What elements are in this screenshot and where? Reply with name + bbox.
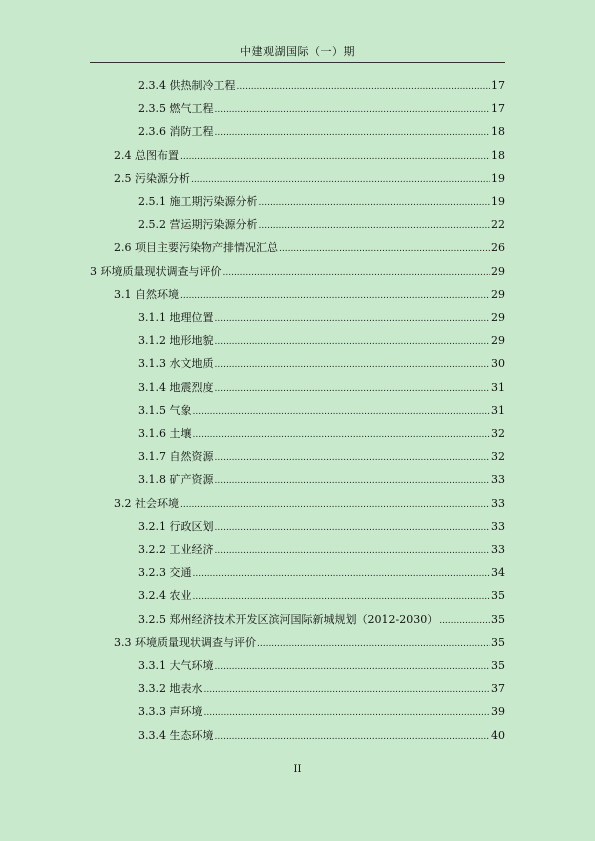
toc-entry-page: 32	[491, 427, 505, 440]
toc-entry-title: 3.2.1 行政区划	[138, 519, 214, 533]
toc-entry-title: 3.3.1 大气环境	[138, 659, 214, 672]
toc-dot-leader	[279, 244, 490, 254]
toc-entry-page: 17	[491, 79, 505, 92]
toc-dot-leader	[215, 314, 491, 324]
toc-dot-leader	[191, 175, 490, 185]
toc-entry[interactable]	[138, 193, 505, 209]
toc-entry-page: 39	[491, 705, 505, 719]
toc-dot-leader	[215, 476, 491, 486]
toc-entry-page: 19	[491, 171, 505, 185]
toc-entry[interactable]	[138, 100, 505, 116]
toc-dot-leader	[259, 221, 491, 231]
toc-entry-page: 17	[491, 102, 505, 116]
toc-entry[interactable]	[90, 263, 505, 279]
toc-dot-leader	[215, 105, 491, 115]
toc-entry-page: 34	[491, 566, 505, 580]
toc-entry[interactable]	[138, 727, 505, 743]
page-number: II	[293, 764, 302, 775]
toc-dot-leader	[215, 453, 491, 463]
toc-entry-title: 3.1.4 地震烈度	[138, 380, 214, 394]
toc-entry-title: 2.5 污染源分析	[114, 171, 190, 185]
toc-entry[interactable]	[138, 123, 505, 139]
toc-entry-title: 3.3 环境质量现状调查与评价	[114, 635, 256, 649]
toc-dot-leader	[193, 430, 491, 440]
toc-entry-title: 3.2 社会环境	[114, 496, 179, 510]
toc-entry-page: 31	[491, 380, 505, 394]
toc-entry-page: 29	[491, 311, 505, 324]
toc-entry[interactable]	[114, 147, 505, 163]
toc-entry[interactable]	[138, 703, 505, 719]
toc-entry-title: 2.5.1 施工期污染源分析	[138, 195, 258, 208]
toc-entry[interactable]	[114, 286, 505, 302]
toc-entry-title: 2.5.2 营运期污染源分析	[138, 218, 258, 232]
toc-entry-title: 3.1.3 水文地质	[138, 357, 214, 371]
toc-entry[interactable]	[138, 448, 505, 464]
toc-dot-leader	[257, 639, 490, 649]
toc-entry-title: 2.3.4 供热制冷工程	[138, 79, 236, 92]
toc-dot-leader	[193, 592, 491, 602]
toc-entry-page: 35	[491, 612, 505, 626]
toc-entry-page: 33	[491, 473, 505, 487]
toc-entry-title: 3.1.6 土壤	[138, 427, 192, 440]
toc-entry[interactable]	[114, 170, 505, 186]
toc-dot-leader	[215, 732, 491, 742]
toc-entry-page: 22	[491, 218, 505, 232]
toc-dot-leader	[223, 268, 491, 278]
toc-entry-page: 33	[491, 496, 505, 510]
toc-entry-title: 3.2.5 郑州经济技术开发区滨河国际新城规划（2012-2030）	[138, 612, 439, 626]
toc-entry-page: 33	[491, 519, 505, 533]
toc-entry-page: 29	[491, 334, 505, 348]
toc-dot-leader	[215, 128, 491, 138]
toc-dot-leader	[180, 291, 490, 301]
toc-entry[interactable]	[138, 611, 505, 627]
toc-entry-page: 19	[491, 195, 505, 208]
toc-entry-title: 3.2.3 交通	[138, 566, 192, 580]
toc-entry-title: 3.3.3 声环境	[138, 705, 203, 719]
toc-entry-title: 3.1.7 自然资源	[138, 450, 214, 464]
toc-entry-title: 3.3.2 地表水	[138, 682, 203, 696]
toc-dot-leader	[204, 685, 491, 695]
toc-dot-leader	[193, 569, 491, 579]
toc-entry[interactable]	[138, 541, 505, 557]
toc-entry[interactable]	[138, 216, 505, 232]
toc-entry[interactable]	[138, 402, 505, 418]
toc-entry-page: 33	[491, 543, 505, 556]
toc-entry-title: 3.1.8 矿产资源	[138, 473, 214, 487]
toc-entry-title: 3.3.4 生态环境	[138, 728, 214, 742]
toc-entry[interactable]	[138, 379, 505, 395]
toc-entry-page: 31	[491, 403, 505, 417]
toc-entry-page: 18	[491, 148, 505, 162]
toc-entry[interactable]	[114, 495, 505, 511]
toc-dot-leader	[204, 708, 491, 718]
toc-entry[interactable]	[114, 634, 505, 650]
page-header-title: 中建观湖国际（一）期	[240, 45, 355, 58]
toc-dot-leader	[215, 546, 491, 556]
toc-entry[interactable]	[138, 309, 505, 325]
toc-entry-page: 26	[491, 241, 505, 255]
toc-entry[interactable]	[138, 657, 505, 673]
toc-dot-leader	[215, 662, 491, 672]
toc-entry[interactable]	[138, 587, 505, 603]
toc-entry[interactable]	[138, 332, 505, 348]
toc-dot-leader	[215, 523, 491, 533]
toc-dot-leader	[215, 384, 491, 394]
toc-dot-leader	[215, 337, 491, 347]
toc-dot-leader	[180, 500, 490, 510]
toc-entry-page: 37	[491, 682, 505, 696]
toc-entry-title: 3.2.2 工业经济	[138, 543, 214, 556]
toc-entry-page: 18	[491, 125, 505, 139]
toc-entry[interactable]	[138, 564, 505, 580]
toc-dot-leader	[193, 407, 491, 417]
toc-entry-title: 2.3.5 燃气工程	[138, 102, 214, 116]
toc-dot-leader	[259, 198, 491, 208]
toc-entry-title: 3.1 自然环境	[114, 287, 179, 301]
toc-entry-page: 40	[491, 728, 505, 742]
toc-entry-page: 29	[491, 287, 505, 301]
toc-entry-page: 35	[491, 635, 505, 649]
toc-dot-leader	[215, 360, 491, 370]
toc-entry-title: 2.3.6 消防工程	[138, 125, 214, 139]
toc-entry-title: 3.1.1 地理位置	[138, 311, 214, 324]
toc-entry[interactable]	[138, 471, 505, 487]
toc-entry-page: 30	[491, 357, 505, 371]
toc-dot-leader	[237, 82, 491, 92]
toc-entry-title: 3.2.4 农业	[138, 589, 192, 603]
toc-entry[interactable]	[138, 680, 505, 696]
toc-entry[interactable]	[138, 518, 505, 534]
toc-entry-title: 3 环境质量现状调查与评价	[90, 264, 222, 278]
toc-entry[interactable]	[114, 239, 505, 255]
toc-dot-leader	[180, 152, 490, 162]
toc-dot-leader	[439, 616, 490, 626]
toc-entry-page: 29	[491, 264, 505, 278]
toc-entry-title: 2.4 总图布置	[114, 148, 179, 162]
toc-entry-title: 3.1.5 气象	[138, 403, 192, 417]
toc-entry[interactable]	[138, 77, 505, 93]
toc-entry[interactable]	[138, 425, 505, 441]
toc-entry-title: 3.1.2 地形地貌	[138, 334, 214, 348]
toc-entry-title: 2.6 项目主要污染物产排情况汇总	[114, 241, 278, 255]
toc-entry[interactable]	[138, 355, 505, 371]
toc-entry-page: 32	[491, 450, 505, 464]
header-divider	[90, 62, 505, 63]
toc-entry-page: 35	[491, 659, 505, 672]
toc-entry-page: 35	[491, 589, 505, 603]
